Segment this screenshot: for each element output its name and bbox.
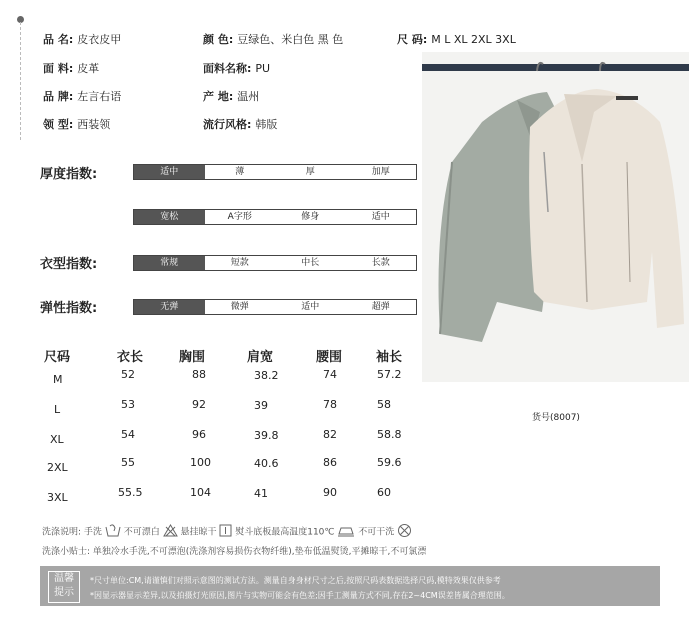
index-option: 中长: [301, 258, 320, 268]
index-option: 超弹: [371, 302, 390, 312]
size-cell: 59.6: [377, 456, 402, 469]
hand-wash-icon: [105, 524, 121, 540]
timeline-line: [20, 22, 21, 140]
no-bleach-icon: [163, 524, 178, 540]
size-cell: 100: [190, 456, 211, 469]
notice-tag-line: 温馨: [54, 573, 74, 584]
length-index-label: 衣型指数:: [40, 257, 98, 272]
notice-line-1: *尺寸单位:CM,请谨慎们对照示意图的测试方法。测量自身身材尺寸之后,按照尺码表数据选择尺码,模特效果仅供参考: [90, 576, 501, 585]
size-cell: XL: [50, 433, 64, 446]
size-cell: 52: [121, 368, 135, 381]
elasticity-index-bar: [133, 299, 417, 315]
size-cell: 86: [323, 456, 337, 469]
size-cell: 39.8: [254, 429, 279, 442]
index-option: 薄: [235, 167, 245, 177]
size-cell: 41: [254, 487, 268, 500]
size-cell: L: [54, 403, 61, 416]
attr-origin: 产 地: 温州: [203, 90, 260, 103]
index-option: 适中: [301, 302, 320, 312]
size-cell: 78: [323, 398, 337, 411]
index-option: 短款: [230, 258, 249, 268]
iron-icon: [337, 524, 355, 540]
index-option: 修身: [301, 212, 320, 222]
wash-item: 不可干洗: [358, 527, 395, 538]
wash-tips-text: 单独冷水手洗,不可漂泡(洗涤剂容易损伤衣物纤维),垫布低温熨烫,平摊晾干,不可氯漂: [92, 547, 427, 557]
index-option: 微弹: [230, 302, 249, 312]
size-cell: 54: [121, 428, 135, 441]
attr-color: 颜 色: 豆绿色、米白色 黑 色: [203, 33, 344, 46]
wash-item: 手洗: [83, 527, 102, 538]
index-option: 加厚: [371, 167, 390, 177]
size-cell: 55.5: [118, 486, 143, 499]
wash-item: 熨斗底板最高温度110℃: [235, 527, 335, 538]
hang-dry-icon: [219, 524, 232, 540]
notice-line-2: *因显示器显示差异,以及拍摄灯光原因,图片与实物可能会有色差;因手工测量方式不同,存在2~4CM误差皆属合理范围。: [90, 591, 510, 600]
size-table-header: 肩宽: [247, 350, 274, 365]
index-option: A字形: [227, 212, 252, 222]
index-option: 宽松: [134, 210, 205, 224]
size-cell: 82: [323, 428, 337, 441]
attr-fabric-name: 面料名称: PU: [203, 62, 271, 75]
wash-tips-label: 洗涤小贴士:: [42, 547, 91, 557]
index-option: 适中: [371, 212, 390, 222]
size-cell: 53: [121, 398, 135, 411]
size-cell: M: [53, 373, 63, 386]
index-option: 长款: [371, 258, 390, 268]
size-cell: 39: [254, 399, 268, 412]
attr-size: 尺 码: M L XL 2XL 3XL: [397, 33, 516, 46]
attr-product-name: 品 名: 皮衣皮甲: [43, 33, 122, 46]
fit-index-bar: [133, 209, 417, 225]
notice-tag: [48, 571, 80, 603]
size-cell: 40.6: [254, 457, 279, 470]
size-table-header: 尺码: [44, 350, 71, 365]
attr-style: 流行风格: 韩版: [203, 118, 278, 131]
size-cell: 38.2: [254, 369, 279, 382]
product-code: 货号(8007): [532, 413, 580, 423]
index-option: 无弹: [134, 300, 205, 314]
size-cell: 58.8: [377, 428, 402, 441]
size-cell: 3XL: [47, 491, 68, 504]
size-cell: 74: [323, 368, 337, 381]
index-option: 厚: [305, 167, 315, 177]
wash-label: 洗涤说明:: [42, 527, 82, 538]
size-cell: 58: [377, 398, 391, 411]
length-index-bar: [133, 255, 417, 271]
wash-instructions: [42, 523, 412, 541]
size-table-header: 胸围: [179, 350, 206, 365]
size-cell: 104: [190, 486, 211, 499]
size-cell: 57.2: [377, 368, 402, 381]
size-cell: 90: [323, 486, 337, 499]
product-photo: [422, 52, 689, 382]
attr-brand: 品 牌: 左言右语: [43, 90, 122, 103]
index-option: 常规: [134, 256, 205, 270]
attr-fabric: 面 料: 皮革: [43, 62, 100, 75]
size-cell: 2XL: [47, 461, 68, 474]
wash-tips: [42, 544, 426, 557]
wash-item: 不可漂白: [123, 527, 160, 538]
thickness-index-label: 厚度指数:: [40, 167, 98, 182]
size-cell: 92: [192, 398, 206, 411]
thickness-index-bar: [133, 164, 417, 180]
size-table-header: 衣长: [117, 350, 144, 365]
size-table-header: 袖长: [376, 350, 403, 365]
notice-tag-line: 提示: [54, 587, 74, 598]
no-dry-clean-icon: [397, 523, 412, 541]
size-cell: 55: [121, 456, 135, 469]
size-cell: 96: [192, 428, 206, 441]
size-table-header: 腰围: [316, 350, 343, 365]
size-cell: 88: [192, 368, 206, 381]
wash-item: 悬挂晾干: [180, 527, 217, 538]
elasticity-index-label: 弹性指数:: [40, 301, 98, 316]
size-cell: 60: [377, 486, 391, 499]
attr-collar: 领 型: 西装领: [43, 118, 111, 131]
index-option: 适中: [134, 165, 205, 179]
